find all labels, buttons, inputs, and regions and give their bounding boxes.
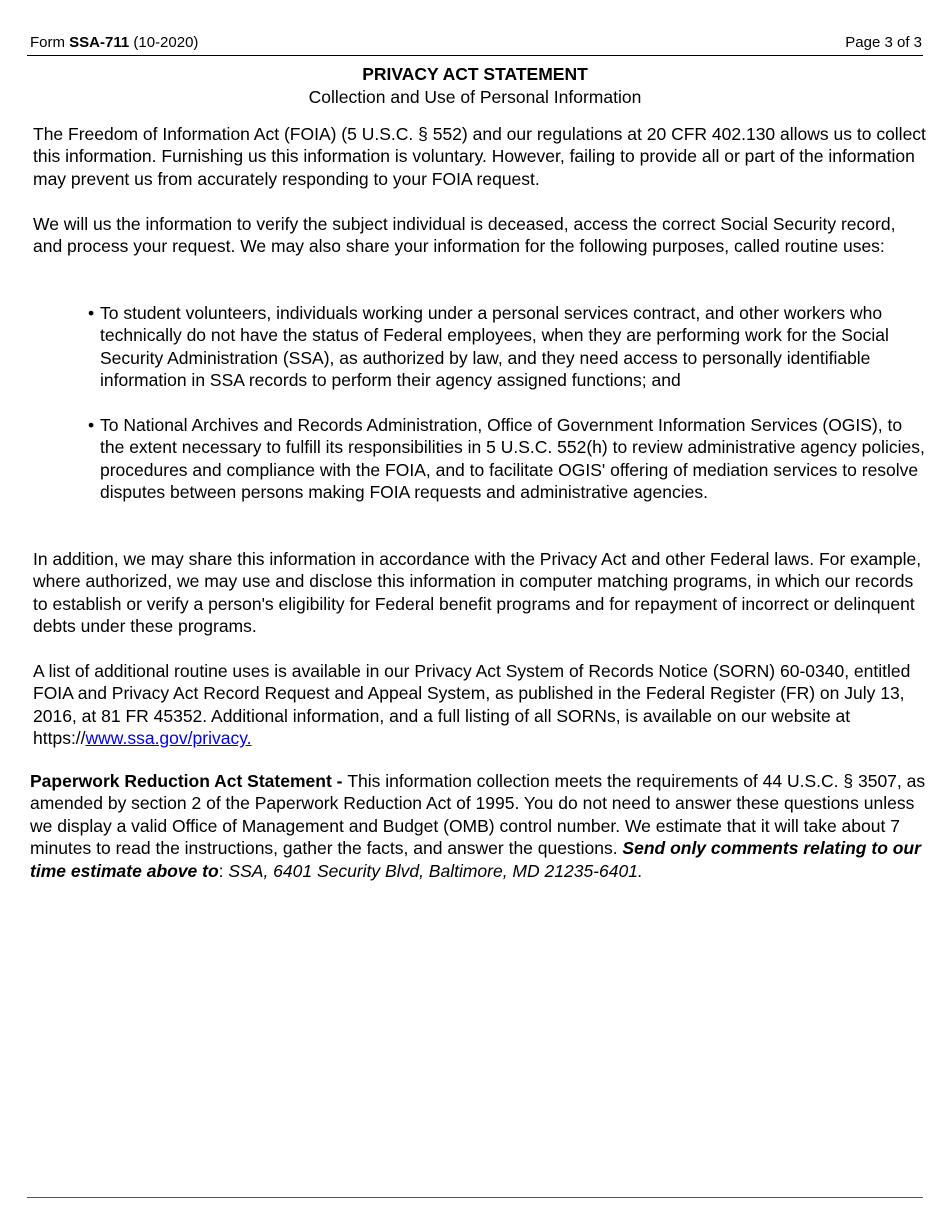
routine-use-text: To student volunteers, individuals working under a personal services contract, and other workers who technically do not have the status of Federal employees, when they are performing work for the Social Security Administration (SSA), as authorized by law, and they need access to personally identifiable information in SSA records to perform their agency assigned functions; and [100,303,889,391]
routine-use-text: To National Archives and Records Administration, Office of Government Information Services (OGIS), to the extent necessary to fulfill its responsibilities in 5 U.S.C. 552(h) to review administrative agency policies, procedures and compliance with the FOIA, and to facilitate OGIS' offering of mediation services to resolve disputes between persons making FOIA requests and administrative agencies. [100,415,925,503]
form-prefix: Form [30,34,70,51]
paperwork-body: This information collection meets the requirements of 44 U.S.C. § 3507, as amended by section 2 of the Paperwork Reduction Act of 1995. You do not need to answer these questions unless we display a valid Office of Management and Budget (OMB) control number. We estimate that it will take about 7 minutes to read the instructions, gather the facts, and answer the questions. [30,771,926,859]
bullet-icon: • [88,303,95,323]
list-item [88,302,928,392]
privacy-website-link[interactable]: www.ssa.gov/privacy. [85,728,252,749]
privacy-subtitle: Collection and Use of Personal Information [308,87,642,107]
form-identifier [30,33,198,53]
footer-divider [27,1197,923,1198]
sorn-text: A list of additional routine uses is available in our Privacy Act System of Records Notice (SORN) 60-0340, entitled FOIA and Privacy Act Record Request and Appeal System, as published in the Federal Register (FR) on July 13, 2016, at 81 FR 45352. Additional information, and a full listing of all SORNs, is available on our website at https:// [33,661,911,749]
mailing-address: , 6401 Security Blvd, Baltimore, MD 21235-6401. [263,860,643,881]
header-divider [27,55,923,56]
paperwork-reduction-statement [30,770,930,882]
list-item [88,414,928,504]
privacy-paragraph-sorn [33,660,928,750]
form-date: (10-2020) [129,34,199,51]
bullet-icon: • [88,415,95,435]
agency-name: SSA [228,860,264,881]
page-header [30,31,922,55]
privacy-paragraph-authority: The Freedom of Information Act (FOIA) (5 U.S.C. § 552) and our regulations at 20 CFR 402.130 allows us to collect this information. Furnishing us this information is voluntary. However, failing to provide all or part of the information may prevent us from accurately responding to your FOIA request. [33,124,926,189]
privacy-paragraph-sharing: In addition, we may share this information in accordance with the Privacy Act and other Federal laws. For example, where authorized, we may use and disclose this information in computer matching programs, in which our records to establish or verify a person's eligibility for Federal benefit programs and for repayment of incorrect or delinquent debts under these programs. [33,549,922,637]
colon: : [218,860,229,881]
send-comments-label: Send only comments relating to our time estimate above to [30,838,921,881]
privacy-paragraph-uses: We will us the information to verify the subject individual is deceased, access the correct Social Security record, and process your request. We may also share your information for the following purposes, called routine uses: [33,214,896,257]
paperwork-heading: Paperwork Reduction Act Statement - [30,771,348,791]
privacy-title: PRIVACY ACT STATEMENT [362,64,588,84]
page-number: Page 3 of 3 [845,34,922,51]
form-number: SSA-711 [69,34,130,51]
